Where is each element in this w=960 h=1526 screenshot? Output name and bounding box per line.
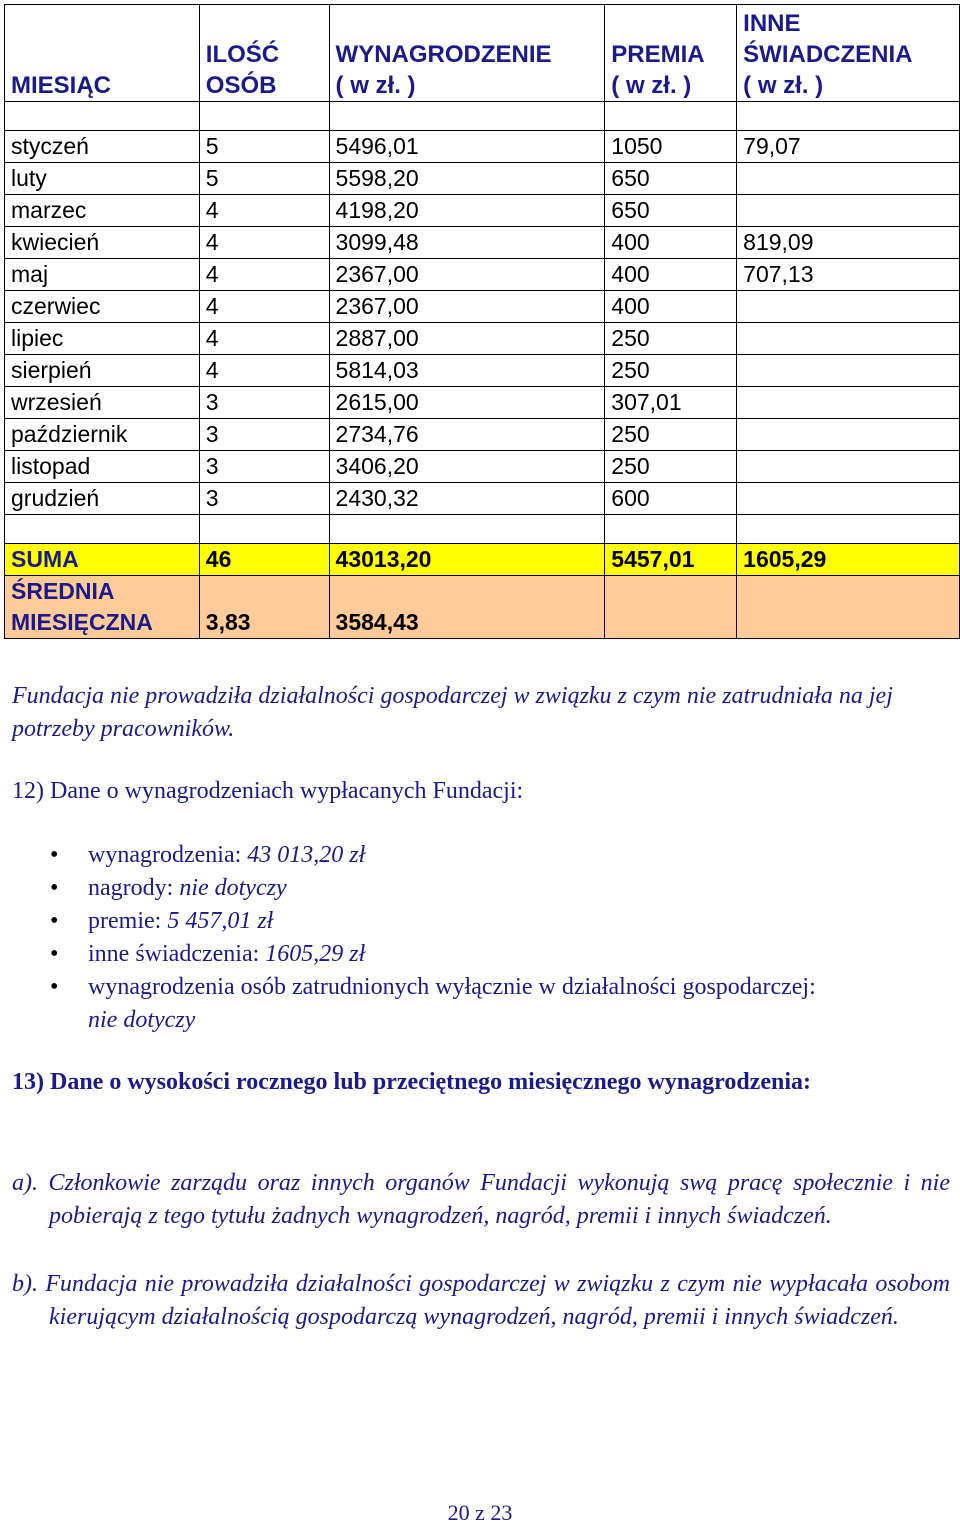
cell-month: maj [5,259,200,291]
salary-table-body [5,5,960,639]
cell-other [737,451,960,483]
cell-people: 3 [199,483,329,515]
cell-other [737,195,960,227]
cell-other [737,323,960,355]
salary-table [4,4,960,639]
cell-salary: 2734,76 [329,419,605,451]
header-bonus-line2: ( w zł. ) [611,72,692,99]
bullet-icon: • [50,908,59,934]
cell-bonus: 650 [605,195,737,227]
header-month [5,5,200,102]
header-bonus-line1: PREMIA [611,41,705,68]
header-people-line2: OSÓB [205,72,277,99]
table-row [5,323,960,355]
item-label: wynagrodzenia osób zatrudnionych wyłącznie w działalności gospodarczej: [88,974,816,1000]
cell-salary: 5496,01 [329,131,605,163]
cell-salary: 3099,48 [329,227,605,259]
table-row [5,195,960,227]
cell-salary: 2367,00 [329,259,605,291]
cell-people: 5 [199,131,329,163]
cell-other [737,291,960,323]
table-row [5,387,960,419]
cell-bonus: 250 [605,451,737,483]
cell-people: 4 [199,227,329,259]
cell-month: lipiec [5,323,200,355]
spacer-cell [605,515,737,544]
item-label: inne świadczenia: [88,941,266,967]
header-other-line1: INNE [743,10,801,37]
section-12-list [50,839,850,1037]
cell-bonus: 400 [605,227,737,259]
header-other-line3: ( w zł. ) [743,72,824,99]
cell-bonus: 250 [605,323,737,355]
bullet-icon: • [50,974,59,1000]
cell-bonus: 400 [605,259,737,291]
header-month-text: MIESIĄC [11,72,112,99]
item-label: nagrody: [88,875,180,901]
average-other [737,576,960,639]
paragraph-b-text: b). Fundacja nie prowadziła działalności gospodarczej w związku z czym nie wypłacała osobom kierującym działalnością gospodarczą wynagrodzeń, nagród, premii i innych świadczeń. [12,1271,950,1330]
section-12-heading: 12) Dane o wynagrodzeniach wypłacanych Fundacji: [12,778,524,804]
average-people: 3,83 [199,576,329,639]
cell-month: grudzień [5,483,200,515]
bullet-icon: • [50,941,59,967]
list-item [50,872,850,905]
list-item [50,971,850,1037]
sum-other: 1605,29 [737,544,960,576]
spacer-cell [737,102,960,131]
cell-other [737,387,960,419]
sum-bonus: 5457,01 [605,544,737,576]
cell-salary: 2367,00 [329,291,605,323]
table-row [5,131,960,163]
cell-month: styczeń [5,131,200,163]
cell-month: październik [5,419,200,451]
table-row [5,259,960,291]
item-value: 1605,29 zł [265,941,366,967]
section-13-paragraph-a [12,1167,950,1233]
spacer-cell [329,515,605,544]
cell-bonus: 307,01 [605,387,737,419]
list-item [50,905,850,938]
cell-salary: 3406,20 [329,451,605,483]
item-label: wynagrodzenia: [88,842,248,868]
cell-salary: 2430,32 [329,483,605,515]
sum-label: SUMA [5,544,200,576]
cell-people: 4 [199,323,329,355]
cell-other [737,483,960,515]
header-salary-line2: ( w zł. ) [335,72,416,99]
cell-salary: 2615,00 [329,387,605,419]
cell-month: marzec [5,195,200,227]
cell-salary: 4198,20 [329,195,605,227]
cell-other [737,355,960,387]
table-row [5,163,960,195]
spacer-cell [199,515,329,544]
spacer-cell [199,102,329,131]
note-paragraph: Fundacja nie prowadziła działalności gospodarczej w związku z czym nie zatrudniała na jej potrzeby pracowników. [12,683,893,742]
cell-bonus: 250 [605,419,737,451]
item-value: 43 013,20 zł [247,842,366,868]
header-people [199,5,329,102]
bullet-icon: • [50,875,59,901]
bullet-icon: • [50,842,59,868]
cell-bonus: 250 [605,355,737,387]
spacer-cell [5,102,200,131]
cell-people: 4 [199,259,329,291]
average-row [5,576,960,639]
cell-people: 3 [199,387,329,419]
cell-month: kwiecień [5,227,200,259]
spacer-cell [5,515,200,544]
table-row [5,483,960,515]
cell-other: 819,09 [737,227,960,259]
header-bonus [605,5,737,102]
table-row [5,451,960,483]
cell-salary: 2887,00 [329,323,605,355]
cell-bonus: 1050 [605,131,737,163]
item-value: 5 457,01 zł [167,908,274,934]
paragraph-a-text: a). Członkowie zarządu oraz innych organów Fundacji wykonują swą pracę społecznie i nie pobierają z tego tytułu żadnych wynagrodzeń, nagród, premii i innych świadczeń. [12,1170,950,1229]
cell-people: 4 [199,355,329,387]
table-row [5,227,960,259]
cell-people: 4 [199,195,329,227]
cell-people: 4 [199,291,329,323]
table-spacer-row [5,102,960,131]
cell-month: sierpień [5,355,200,387]
sum-row [5,544,960,576]
table-row [5,355,960,387]
cell-month: wrzesień [5,387,200,419]
table-spacer-row [5,515,960,544]
average-label [5,576,200,639]
average-salary: 3584,43 [329,576,605,639]
cell-bonus: 600 [605,483,737,515]
section-13-paragraph-b [12,1268,950,1334]
list-item [50,938,850,971]
average-label-line1: ŚREDNIA [11,578,115,604]
header-salary [329,5,605,102]
table-row [5,419,960,451]
cell-salary: 5598,20 [329,163,605,195]
table-header-row [5,5,960,102]
item-label: premie: [88,908,168,934]
cell-month: luty [5,163,200,195]
cell-other: 79,07 [737,131,960,163]
item-value: nie dotyczy [88,1007,196,1033]
cell-people: 3 [199,419,329,451]
cell-other [737,419,960,451]
table-row [5,291,960,323]
section-13-heading: 13) Dane o wysokości rocznego lub przeciętnego miesięcznego wynagrodzenia: [12,1069,811,1095]
cell-bonus: 400 [605,291,737,323]
header-people-line1: ILOŚĆ [205,41,280,68]
header-other-line2: ŚWIADCZENIA [743,41,913,68]
cell-month: czerwiec [5,291,200,323]
average-label-line2: MIESIĘCZNA [11,609,153,635]
cell-month: listopad [5,451,200,483]
item-value: nie dotyczy [179,875,287,901]
spacer-cell [605,102,737,131]
list-item [50,839,850,872]
header-salary-line1: WYNAGRODZENIE [335,41,552,68]
cell-bonus: 650 [605,163,737,195]
average-bonus [605,576,737,639]
page-number: 20 z 23 [447,1500,513,1525]
cell-other [737,163,960,195]
cell-salary: 5814,03 [329,355,605,387]
cell-people: 3 [199,451,329,483]
cell-other: 707,13 [737,259,960,291]
spacer-cell [329,102,605,131]
sum-salary: 43013,20 [329,544,605,576]
header-other [737,5,960,102]
spacer-cell [737,515,960,544]
sum-people: 46 [199,544,329,576]
cell-people: 5 [199,163,329,195]
